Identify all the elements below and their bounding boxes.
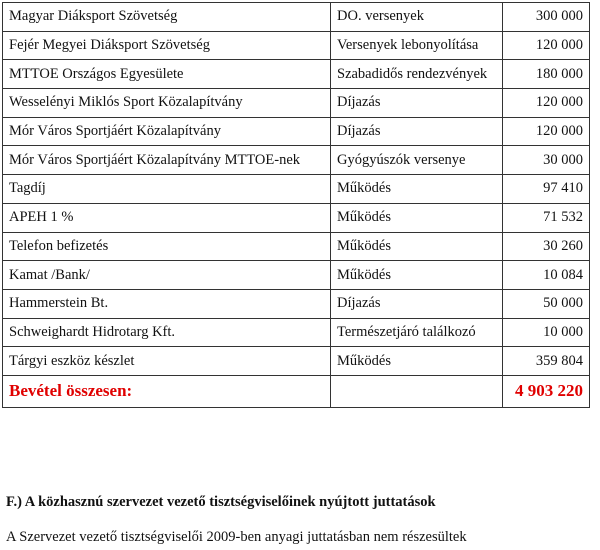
amount: 30 260 (503, 232, 590, 261)
table-row (3, 318, 590, 347)
purpose: Működés (331, 261, 503, 290)
donor-name: Wesselényi Miklós Sport Közalapítvány (3, 89, 331, 118)
purpose: Gyógyúszók versenye (331, 146, 503, 175)
purpose: Természetjáró találkozó (331, 318, 503, 347)
total-label: Bevétel összesen: (3, 375, 331, 407)
amount: 120 000 (503, 117, 590, 146)
purpose: Versenyek lebonyolítása (331, 31, 503, 60)
table-row (3, 3, 590, 32)
total-row (3, 375, 590, 407)
amount: 97 410 (503, 175, 590, 204)
donor-name: Magyar Diáksport Szövetség (3, 3, 331, 32)
income-table (2, 2, 590, 408)
donor-name: Mór Város Sportjáért Közalapítvány MTTOE-nek (3, 146, 331, 175)
purpose: Szabadidős rendezvények (331, 60, 503, 89)
section-text: A Szervezet vezető tisztségviselői 2009-ben anyagi juttatásban nem részesültek (6, 529, 467, 545)
table-row (3, 60, 590, 89)
total-empty-cell (331, 375, 503, 407)
amount: 300 000 (503, 3, 590, 32)
section-heading: F.) A közhasznú szervezet vezető tisztségviselőinek nyújtott juttatások (6, 494, 436, 510)
table-row (3, 347, 590, 376)
amount: 180 000 (503, 60, 590, 89)
donor-name: APEH 1 % (3, 203, 331, 232)
purpose: Működés (331, 203, 503, 232)
purpose: Díjazás (331, 289, 503, 318)
amount: 120 000 (503, 31, 590, 60)
table-row (3, 117, 590, 146)
donor-name: Schweighardt Hidrotarg Kft. (3, 318, 331, 347)
table-row (3, 289, 590, 318)
amount: 10 084 (503, 261, 590, 290)
amount: 30 000 (503, 146, 590, 175)
purpose: Működés (331, 175, 503, 204)
purpose: Működés (331, 232, 503, 261)
amount: 10 000 (503, 318, 590, 347)
purpose: DO. versenyek (331, 3, 503, 32)
donor-name: MTTOE Országos Egyesülete (3, 60, 331, 89)
table-row (3, 261, 590, 290)
purpose: Díjazás (331, 117, 503, 146)
donor-name: Fejér Megyei Diáksport Szövetség (3, 31, 331, 60)
table-row (3, 232, 590, 261)
table-row (3, 89, 590, 118)
table-row (3, 146, 590, 175)
purpose: Működés (331, 347, 503, 376)
amount: 71 532 (503, 203, 590, 232)
donor-name: Mór Város Sportjáért Közalapítvány (3, 117, 331, 146)
donor-name: Tárgyi eszköz készlet (3, 347, 331, 376)
donor-name: Hammerstein Bt. (3, 289, 331, 318)
amount: 50 000 (503, 289, 590, 318)
donor-name: Kamat /Bank/ (3, 261, 331, 290)
amount: 359 804 (503, 347, 590, 376)
purpose: Díjazás (331, 89, 503, 118)
table-row (3, 31, 590, 60)
donor-name: Telefon befizetés (3, 232, 331, 261)
total-amount: 4 903 220 (503, 375, 590, 407)
donor-name: Tagdíj (3, 175, 331, 204)
table-row (3, 203, 590, 232)
table-row (3, 175, 590, 204)
amount: 120 000 (503, 89, 590, 118)
